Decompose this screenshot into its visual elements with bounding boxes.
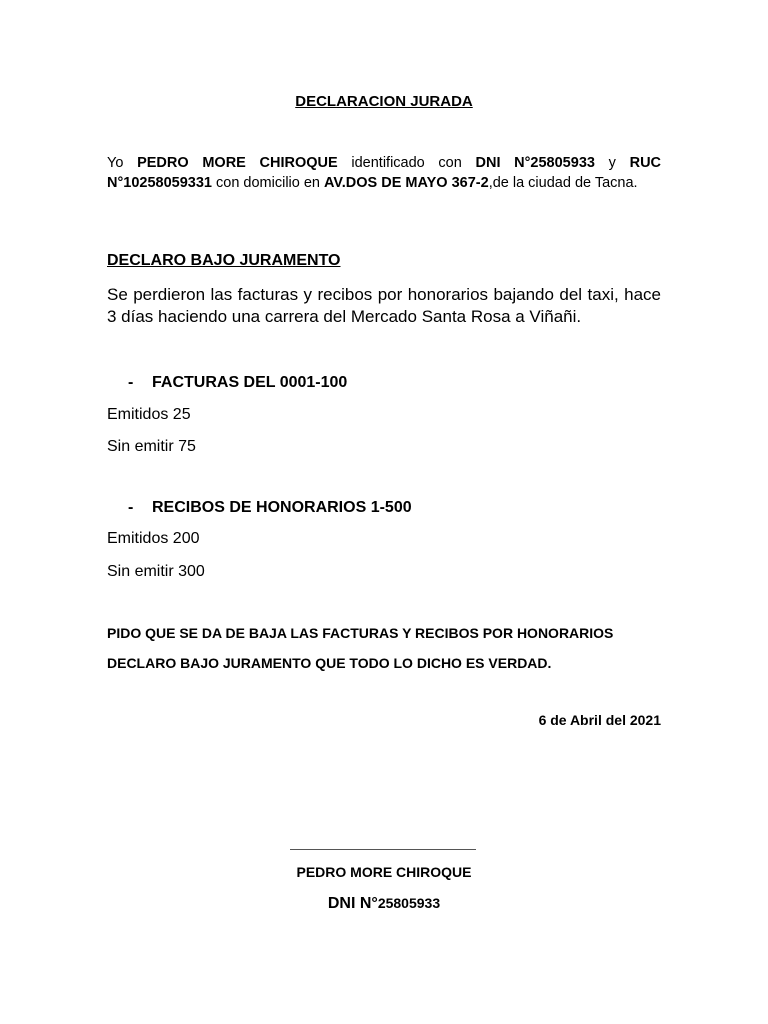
bullet-dash: - xyxy=(128,374,134,391)
statement-paragraph: Se perdieron las facturas y recibos por honorarios bajando del taxi, hace 3 días haciendo una carrera del Mercado Santa Rosa a Viñañi. xyxy=(107,285,661,326)
intro-text-2: identificado con xyxy=(337,155,476,171)
declarant-address: AV.DOS DE MAYO 367-2 xyxy=(324,175,489,191)
signature-dni-prefix: DNI N° xyxy=(327,895,378,912)
intro-text-3: y xyxy=(594,155,630,171)
declarant-ruc: RUC N°10258059331 xyxy=(107,155,662,191)
document-title: DECLARACION JURADA xyxy=(295,93,473,110)
section-heading-text: FACTURAS DEL 0001-100 xyxy=(152,374,348,391)
signature-line xyxy=(290,849,476,850)
declaration-subheading: DECLARO BAJO JURAMENTO xyxy=(107,252,341,269)
signature-dni xyxy=(0,895,768,913)
declarant-dni: DNI N°25805933 xyxy=(475,155,595,171)
facturas-not-issued: Sin emitir 75 xyxy=(107,438,196,455)
facturas-issued: Emitidos 25 xyxy=(107,406,191,423)
signature-dni-number: 25805933 xyxy=(377,895,441,911)
section-heading-text: RECIBOS DE HONORARIOS 1-500 xyxy=(152,499,412,516)
intro-text-1: Yo xyxy=(107,155,138,171)
document-date: 6 de Abril del 2021 xyxy=(538,712,661,728)
final-declaration-line: DECLARO BAJO JURAMENTO QUE TODO LO DICHO ES VERDAD. xyxy=(107,655,552,671)
recibos-issued: Emitidos 200 xyxy=(107,530,200,547)
intro-text-4: con domicilio en xyxy=(211,175,325,191)
section-heading-recibos xyxy=(128,499,412,517)
declarant-name: PEDRO MORE CHIROQUE xyxy=(137,155,338,171)
section-heading-facturas xyxy=(128,374,347,392)
bullet-dash: - xyxy=(128,499,134,516)
recibos-not-issued: Sin emitir 300 xyxy=(107,563,205,580)
intro-paragraph xyxy=(107,153,661,193)
intro-text-5: ,de la ciudad de Tacna. xyxy=(488,175,638,191)
signature-name: PEDRO MORE CHIROQUE xyxy=(296,864,472,880)
request-line: PIDO QUE SE DA DE BAJA LAS FACTURAS Y RECIBOS POR HONORARIOS xyxy=(107,625,614,641)
